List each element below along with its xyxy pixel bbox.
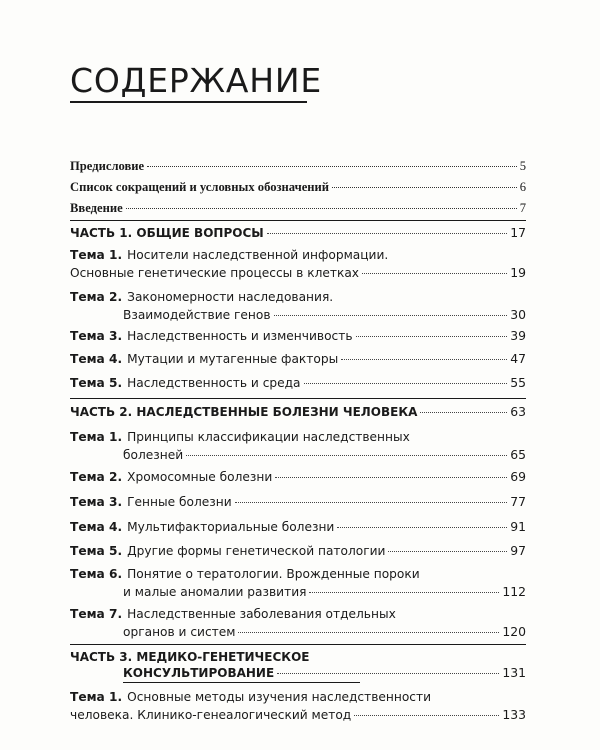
- dot-leader: [309, 592, 499, 593]
- topic-label: Тема 1.: [70, 430, 123, 444]
- toc-part-1[interactable]: [70, 225, 526, 241]
- topic-label: Тема 1.: [70, 248, 123, 262]
- dot-leader: [341, 359, 507, 360]
- toc-topic-2-5[interactable]: [70, 542, 526, 560]
- topic-title-line1: Закономерности наследования.: [127, 290, 334, 304]
- dot-leader: [304, 383, 508, 384]
- dot-leader: [147, 166, 517, 167]
- part-title: ЧАСТЬ 2. НАСЛЕДСТВЕННЫЕ БОЛЕЗНИ ЧЕЛОВЕКА: [70, 405, 418, 419]
- topic-title-line1: Наследственность и среда: [127, 376, 301, 390]
- front-matter-list: [70, 156, 526, 219]
- toc-topic-1-4[interactable]: [70, 350, 526, 368]
- dot-leader: [356, 336, 508, 337]
- topic-page: 69: [510, 469, 526, 484]
- topic-title-line1: Основные методы изучения наследственности: [127, 690, 432, 704]
- entry-title: Введение: [70, 201, 123, 215]
- topic-title-line1: Наследственные заболевания отдельных: [127, 607, 396, 621]
- topic-label: Тема 2.: [70, 290, 123, 304]
- toc-topic-2-6[interactable]: [70, 566, 526, 601]
- toc-topic-1-5[interactable]: [70, 374, 526, 392]
- dot-leader: [274, 315, 508, 316]
- toc-entry-preface[interactable]: [70, 156, 526, 177]
- topic-page: 133: [502, 707, 526, 722]
- part-title-underline: [123, 682, 360, 683]
- dot-leader: [186, 455, 507, 456]
- dot-leader: [275, 477, 507, 478]
- topic-page: 77: [510, 494, 526, 509]
- toc-topic-2-1[interactable]: [70, 429, 526, 464]
- topic-label: Тема 5.: [70, 544, 123, 558]
- topic-page: 19: [510, 265, 526, 280]
- topic-title-line2: Основные генетические процессы в клетках: [70, 266, 360, 280]
- topic-title-line2: человека. Клинико-генеалогический метод: [70, 708, 352, 722]
- topic-title-line1: Понятие о тератологии. Врожденные пороки: [127, 567, 420, 581]
- topic-label: Тема 4.: [70, 352, 123, 366]
- toc-topic-3-1[interactable]: [70, 689, 526, 724]
- entry-page: 7: [519, 201, 526, 215]
- topic-title-line2: Взаимодействие генов: [123, 308, 271, 322]
- topic-title-line1: Хромосомные болезни: [127, 470, 273, 484]
- toc-entry-introduction[interactable]: [70, 198, 526, 219]
- toc-part-3[interactable]: [70, 649, 526, 681]
- entry-title: Список сокращений и условных обозначений: [70, 180, 330, 194]
- dot-leader: [420, 412, 507, 413]
- topic-page: 97: [510, 543, 526, 558]
- toc-entry-abbreviations[interactable]: [70, 177, 526, 198]
- topic-title-line1: Генные болезни: [127, 495, 232, 509]
- toc-topic-2-2[interactable]: [70, 468, 526, 486]
- topic-title-line1: Другие формы генетической патологии: [127, 544, 386, 558]
- dot-leader: [337, 527, 507, 528]
- topic-page: 55: [510, 375, 526, 390]
- topic-title-line1: Носители наследственной информации.: [127, 248, 389, 262]
- topic-page: 65: [510, 447, 526, 462]
- toc-topic-1-1[interactable]: [70, 247, 526, 282]
- dot-leader: [277, 673, 499, 674]
- toc-topic-1-2[interactable]: [70, 289, 526, 324]
- topic-title-line1: Наследственность и изменчивость: [127, 329, 353, 343]
- topic-label: Тема 5.: [70, 376, 123, 390]
- toc-topic-2-3[interactable]: [70, 493, 526, 511]
- entry-title: Предисловие: [70, 159, 145, 173]
- topic-title-line1: Принципы классификации наследственных: [127, 430, 410, 444]
- topic-label: Тема 1.: [70, 690, 123, 704]
- title-underline: [70, 101, 307, 103]
- topic-title-line2: органов и систем: [123, 625, 236, 639]
- dot-leader: [267, 233, 508, 234]
- part-page: 131: [502, 665, 526, 680]
- topic-label: Тема 4.: [70, 520, 123, 534]
- part-title-line2: КОНСУЛЬТИРОВАНИЕ: [123, 666, 275, 680]
- entry-page: 5: [519, 159, 526, 173]
- toc-part-2[interactable]: [70, 404, 526, 420]
- section-divider: [70, 644, 526, 645]
- part-page: 17: [510, 225, 526, 240]
- topic-label: Тема 2.: [70, 470, 123, 484]
- topic-label: Тема 7.: [70, 607, 123, 621]
- part-title: ЧАСТЬ 1. ОБЩИЕ ВОПРОСЫ: [70, 226, 264, 240]
- toc-topic-1-3[interactable]: [70, 327, 526, 345]
- toc-topic-2-4[interactable]: [70, 518, 526, 536]
- dot-leader: [238, 632, 499, 633]
- toc-topic-2-7[interactable]: [70, 606, 526, 641]
- section-divider: [70, 398, 526, 399]
- topic-title-line2: и малые аномалии развития: [123, 585, 307, 599]
- page-title: СОДЕРЖАНИЕ: [70, 61, 323, 100]
- topic-page: 91: [510, 519, 526, 534]
- dot-leader: [332, 187, 517, 188]
- dot-leader: [354, 715, 499, 716]
- topic-page: 120: [502, 624, 526, 639]
- topic-page: 39: [510, 328, 526, 343]
- topic-page: 47: [510, 351, 526, 366]
- section-divider: [70, 220, 526, 221]
- topic-label: Тема 3.: [70, 495, 123, 509]
- topic-label: Тема 3.: [70, 329, 123, 343]
- topic-title-line1: Мультифакториальные болезни: [127, 520, 335, 534]
- topic-title-line1: Мутации и мутагенные факторы: [127, 352, 339, 366]
- dot-leader: [235, 502, 508, 503]
- part-title-line1: ЧАСТЬ 3. МЕДИКО-ГЕНЕТИЧЕСКОЕ: [70, 650, 310, 664]
- topic-page: 30: [510, 307, 526, 322]
- topic-page: 112: [502, 584, 526, 599]
- dot-leader: [362, 273, 507, 274]
- dot-leader: [388, 551, 507, 552]
- part-page: 63: [510, 404, 526, 419]
- topic-label: Тема 6.: [70, 567, 123, 581]
- entry-page: 6: [519, 180, 526, 194]
- topic-title-line2: болезней: [123, 448, 184, 462]
- dot-leader: [126, 208, 517, 209]
